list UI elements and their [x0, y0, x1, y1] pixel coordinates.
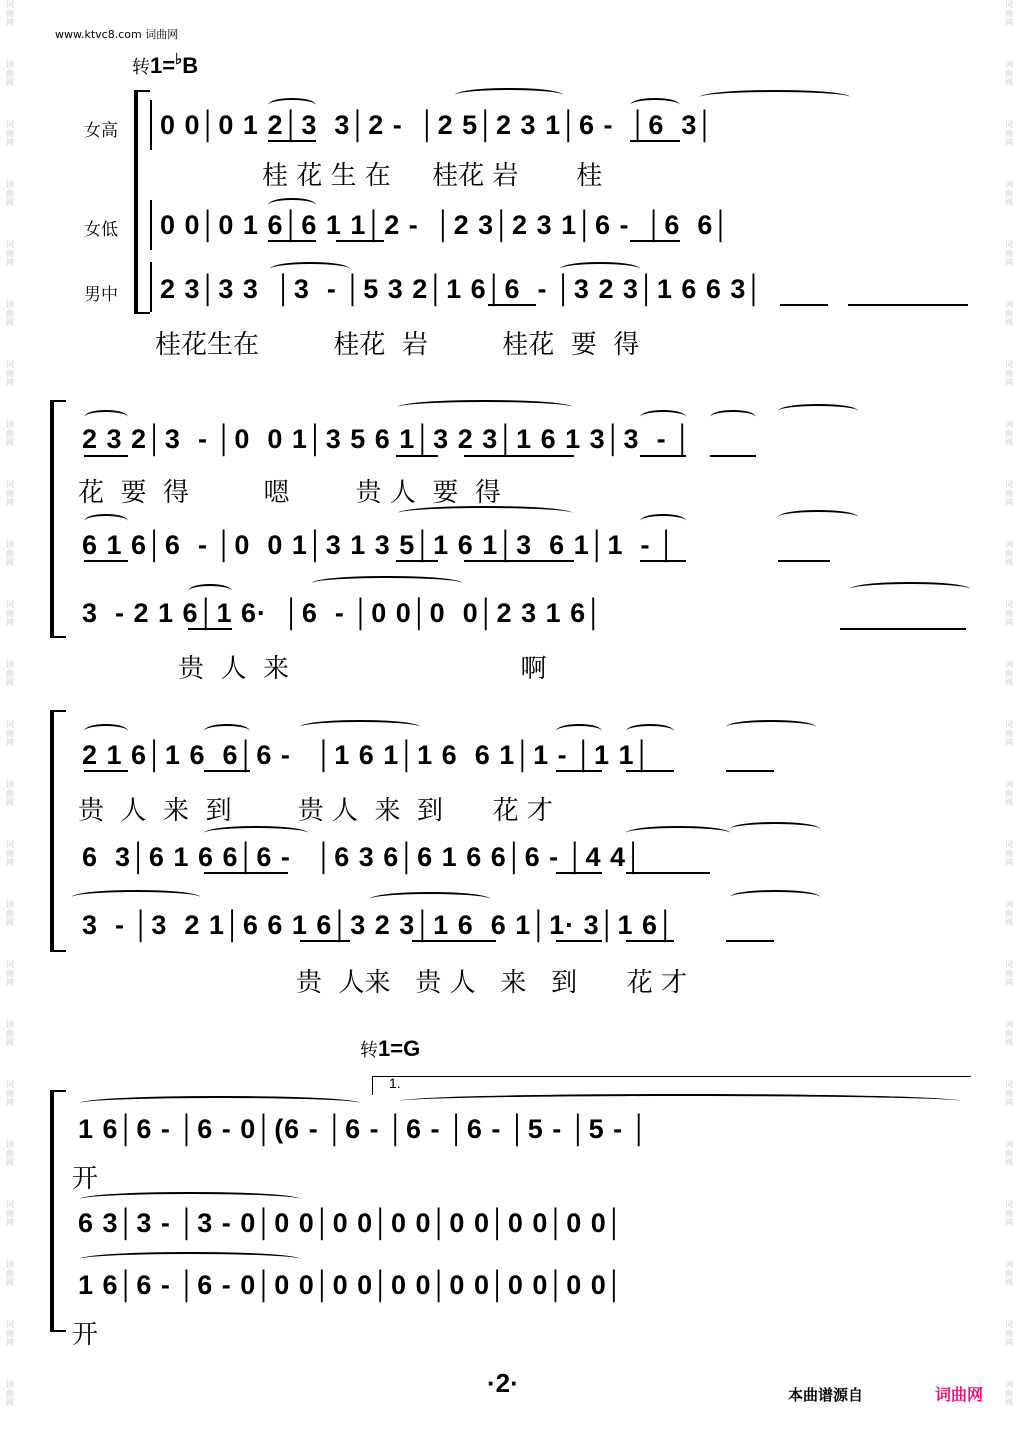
slur [778, 404, 858, 418]
slur [726, 720, 816, 734]
watermark-text: 词 曲 网 [6, 300, 14, 327]
beam [84, 770, 128, 772]
key-eq: = [390, 1036, 404, 1061]
page-number: ·2· [487, 1368, 519, 1398]
slur [400, 1094, 960, 1108]
slur [640, 410, 686, 424]
watermark-text: 词 曲 网 [1005, 960, 1013, 987]
watermark-text: 词 曲 网 [6, 840, 14, 867]
watermark-text: 词 曲 网 [1005, 1260, 1013, 1287]
part-label-soprano: 女高 [84, 121, 118, 141]
slur [370, 892, 490, 906]
alto-row: 6 3│6 1 6 6│6 - │6 3 6│6 1 6 6│6 - │4 4│ [82, 842, 644, 872]
beam [396, 455, 438, 457]
slur [630, 98, 680, 112]
watermark-text: 词 曲 网 [1005, 180, 1013, 207]
brace-bottom [50, 1320, 66, 1332]
barline [150, 262, 152, 312]
watermark-text: 词 曲 网 [6, 780, 14, 807]
slur [626, 826, 730, 840]
volta-label: 1. [389, 1075, 401, 1091]
beam [840, 628, 966, 630]
beam [710, 455, 756, 457]
watermark-text: 词 曲 网 [1005, 240, 1013, 267]
soprano-row: 1 6│6 - │6 - 0│(6 - │6 - │6 - │6 - │5 - │5 - │ [78, 1114, 650, 1144]
brace-top [50, 710, 66, 722]
beam [188, 628, 232, 630]
watermark-text: 词 曲 网 [6, 420, 14, 447]
slur [80, 1252, 300, 1266]
slur [84, 410, 128, 424]
soprano-lyrics: 开 [72, 1164, 99, 1194]
watermark-text: 词 曲 网 [6, 0, 14, 27]
watermark-text: 词 曲 网 [6, 1320, 14, 1347]
soprano-lyrics: 桂 花 生 在 桂花 岩 桂 [262, 161, 603, 191]
slur [188, 584, 232, 598]
watermark-text: 词 曲 网 [1005, 420, 1013, 447]
barline [150, 100, 152, 150]
slur [556, 724, 602, 738]
watermark-text: 词 曲 网 [1005, 60, 1013, 87]
beam [556, 940, 602, 942]
slur [84, 724, 128, 738]
flat-sign: ♭ [175, 51, 183, 68]
watermark-text: 词 曲 网 [6, 1080, 14, 1107]
barline [150, 200, 152, 250]
brace-top [50, 400, 66, 412]
beam [204, 770, 250, 772]
tenor-row: 2 3│3 3 │3 - │5 3 2│1 6│6 - │3 2 3│1 6 6 3│ [160, 274, 765, 304]
key-eq: = [162, 53, 176, 78]
slur [398, 506, 572, 520]
brace-bottom [50, 940, 66, 952]
tenor-lyrics: 开 [72, 1320, 99, 1350]
key-note: G [403, 1036, 421, 1061]
watermark-text: 词 曲 网 [1005, 780, 1013, 807]
beam [556, 872, 602, 874]
slur [80, 1192, 300, 1206]
brace-bottom [50, 626, 66, 638]
beam [640, 455, 686, 457]
beam [488, 304, 536, 306]
system-brace [50, 400, 54, 636]
slur [270, 262, 350, 276]
watermark-text: 词 曲 网 [6, 60, 14, 87]
part-label-tenor: 男中 [84, 285, 118, 305]
beam [204, 872, 288, 874]
beam [778, 560, 830, 562]
source-label: 本曲谱源自 [788, 1386, 864, 1404]
slur [268, 98, 316, 112]
key-one: 1 [150, 53, 163, 78]
watermark-strip-right [1001, 0, 1017, 1432]
beam [848, 304, 968, 306]
watermark-text: 词 曲 网 [1005, 0, 1013, 27]
beam [464, 455, 574, 457]
brace-top [50, 1090, 66, 1102]
soprano-row: 0 0│0 1 2│3 3│2 - │2 5│2 3 1│6 - │6 3│ [160, 110, 716, 140]
beam [626, 872, 710, 874]
slur [72, 890, 200, 904]
beam [630, 240, 680, 242]
watermark-text: 词 曲 网 [1005, 120, 1013, 147]
tenor-row: 3 - │3 2 1│6 6 1 6│3 2 3│1 6 6 1│1· 3│1 6│ [82, 910, 676, 940]
site-link[interactable]: www.ktvc8.com 词曲网 [55, 28, 179, 41]
tenor-lyrics: 贵 人 来 啊 [178, 654, 547, 684]
volta-bracket [372, 1076, 971, 1095]
slur [268, 198, 316, 212]
watermark-text: 词 曲 网 [1005, 660, 1013, 687]
soprano-row: 2 3 2│3 - │0 0 1│3 5 6 1│3 2 3│1 6 1 3│3 - │ [82, 424, 693, 454]
key-prefix: 转 [360, 1040, 378, 1060]
watermark-text: 词 曲 网 [6, 960, 14, 987]
beam [300, 940, 350, 942]
watermark-text: 词 曲 网 [6, 180, 14, 207]
beam [556, 770, 602, 772]
watermark-text: 词 曲 网 [6, 660, 14, 687]
watermark-text: 词 曲 网 [6, 1380, 14, 1407]
slur [455, 88, 563, 102]
tenor-lyrics: 桂花生在 桂花 岩 桂花 要 得 [155, 330, 640, 360]
slur [626, 724, 674, 738]
watermark-text: 词 曲 网 [1005, 540, 1013, 567]
beam [626, 770, 674, 772]
key-change-g [360, 1036, 420, 1062]
system-brace [134, 90, 138, 312]
part-label-alto: 女低 [84, 220, 118, 240]
beam [268, 140, 316, 142]
soprano-lyrics: 贵 人 来 到 贵 人 来 到 花 才 [78, 796, 553, 826]
watermark-text: 词 曲 网 [6, 900, 14, 927]
slur [700, 90, 850, 104]
slur [204, 724, 250, 738]
beam [396, 560, 438, 562]
beam [780, 304, 828, 306]
watermark-text: 词 曲 网 [6, 1140, 14, 1167]
key-prefix: 转 [132, 57, 150, 77]
slur [204, 826, 308, 840]
watermark-text: 词 曲 网 [6, 1200, 14, 1227]
brace-top [134, 90, 150, 102]
slur [730, 822, 820, 836]
slur [778, 510, 858, 524]
beam [412, 940, 496, 942]
brace-bottom [134, 302, 150, 314]
tenor-row: 3 - 2 1 6│1 6· │6 - │0 0│0 0│2 3 1 6│ [82, 598, 604, 628]
key-note: B [182, 53, 199, 78]
watermark-text: 词 曲 网 [1005, 1140, 1013, 1167]
slur [710, 410, 756, 424]
beam [84, 560, 128, 562]
slur [640, 514, 686, 528]
key-change-bflat [132, 50, 198, 79]
beam [626, 940, 674, 942]
watermark-text: 词 曲 网 [6, 480, 14, 507]
watermark-text: 词 曲 网 [1005, 900, 1013, 927]
slur [312, 576, 462, 590]
watermark-strip-left [2, 0, 18, 1432]
beam [726, 770, 774, 772]
watermark-text: 词 曲 网 [1005, 300, 1013, 327]
slur [80, 1096, 360, 1110]
beam [84, 455, 128, 457]
beam [630, 140, 680, 142]
watermark-text: 词 曲 网 [6, 120, 14, 147]
alto-row: 6 1 6│6 - │0 0 1│3 1 3 5│1 6 1│3 6 1│1 - │ [82, 530, 677, 560]
watermark-text: 词 曲 网 [6, 360, 14, 387]
soprano-lyrics: 花 要 得 嗯 贵 人 要 得 [78, 478, 501, 508]
system-brace [50, 710, 54, 950]
watermark-text: 词 曲 网 [6, 720, 14, 747]
watermark-text: 词 曲 网 [6, 600, 14, 627]
soprano-row: 2 1 6│1 6 6│6 - │1 6 1│1 6 6 1│1 - │1 1│ [82, 740, 653, 770]
watermark-text: 词 曲 网 [1005, 480, 1013, 507]
watermark-text: 词 曲 网 [1005, 1320, 1013, 1347]
watermark-text: 词 曲 网 [1005, 600, 1013, 627]
watermark-text: 词 曲 网 [6, 240, 14, 267]
beam [726, 940, 774, 942]
alto-row: 6 3│3 - │3 - 0│0 0│0 0│0 0│0 0│0 0│0 0│ [78, 1208, 625, 1238]
slur [850, 582, 970, 596]
beam [464, 560, 574, 562]
beam [640, 560, 686, 562]
key-one: 1 [378, 1036, 391, 1061]
alto-row: 0 0│0 1 6│6 1 1│2 - │2 3│2 3 1│6 - │6 6│ [160, 210, 732, 240]
slur [300, 720, 420, 734]
watermark-text: 词 曲 网 [1005, 1020, 1013, 1047]
beam [336, 240, 384, 242]
slur [730, 890, 820, 904]
watermark-text: 词 曲 网 [6, 540, 14, 567]
slur [398, 400, 572, 414]
slur [560, 262, 640, 276]
watermark-text: 词 曲 网 [1005, 1080, 1013, 1107]
brand-logo-text[interactable]: 词曲网 [935, 1385, 984, 1404]
tenor-lyrics: 贵 人来 贵 人 来 到 花 才 [296, 968, 688, 998]
slur [84, 514, 128, 528]
watermark-text: 词 曲 网 [1005, 360, 1013, 387]
watermark-text: 词 曲 网 [1005, 720, 1013, 747]
watermark-text: 词 曲 网 [6, 1260, 14, 1287]
beam [268, 240, 316, 242]
watermark-text: 词 曲 网 [1005, 1380, 1013, 1407]
watermark-text: 词 曲 网 [6, 1020, 14, 1047]
watermark-text: 词 曲 网 [1005, 840, 1013, 867]
system-brace [50, 1090, 54, 1330]
watermark-text: 词 曲 网 [1005, 1200, 1013, 1227]
tenor-row: 1 6│6 - │6 - 0│0 0│0 0│0 0│0 0│0 0│0 0│ [78, 1270, 625, 1300]
